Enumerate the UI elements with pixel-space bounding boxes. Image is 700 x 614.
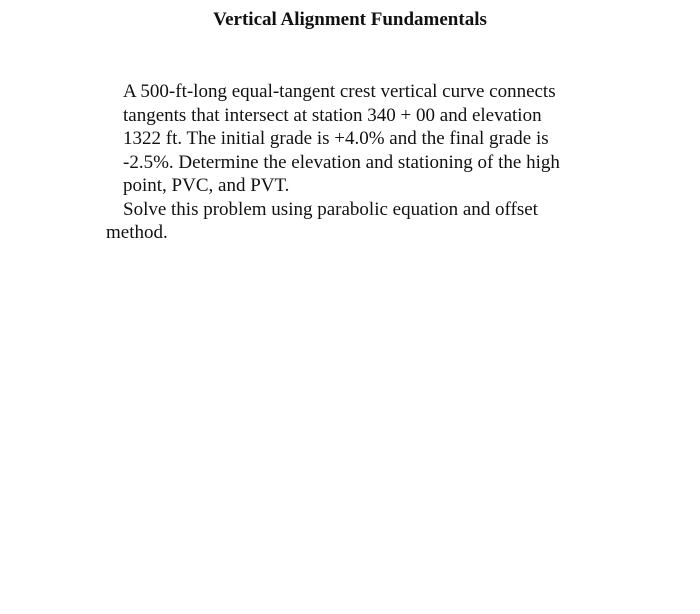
problem-line: method. bbox=[106, 222, 168, 243]
document-title: Vertical Alignment Fundamentals bbox=[213, 9, 487, 30]
problem-line: A 500-ft-long equal-tangent crest vertical curve connects bbox=[123, 81, 556, 102]
problem-line: point, PVC, and PVT. bbox=[123, 175, 290, 196]
problem-line: -2.5%. Determine the elevation and stationing of the high bbox=[123, 151, 560, 173]
problem-line: 1322 ft. The initial grade is +4.0% and the final grade is bbox=[123, 128, 549, 149]
problem-line: Solve this problem using parabolic equation and offset bbox=[123, 198, 538, 220]
problem-line: tangents that intersect at station 340 + 00 and elevation bbox=[123, 104, 542, 126]
problem-statement bbox=[106, 80, 606, 245]
